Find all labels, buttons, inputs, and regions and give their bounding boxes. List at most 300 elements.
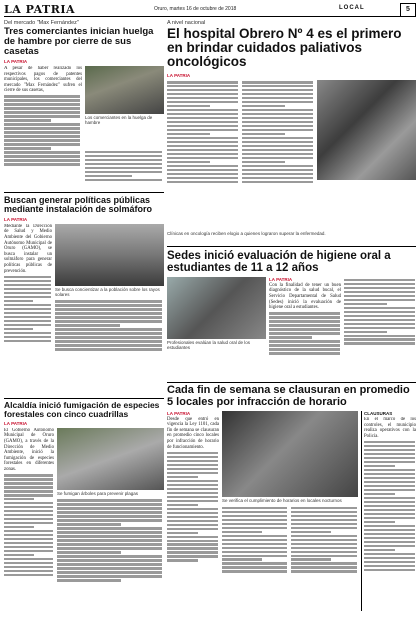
- text-line: [167, 512, 218, 514]
- text-line: [4, 280, 51, 282]
- text-line: [364, 501, 415, 503]
- text-line: [4, 550, 53, 552]
- text-line: [364, 505, 415, 507]
- article-huelga: [4, 20, 164, 190]
- text-line: [269, 316, 340, 318]
- text-line: [55, 344, 162, 346]
- text-line: [242, 149, 313, 151]
- text-line: [4, 474, 53, 476]
- text-line: [242, 85, 313, 87]
- text-line: [167, 177, 238, 179]
- text-line: [344, 323, 415, 325]
- text-line: [269, 344, 340, 346]
- article-body-continued: [57, 498, 164, 616]
- text-line: [4, 95, 80, 97]
- text-line: [4, 332, 51, 334]
- text-line: [4, 139, 80, 141]
- text-line: [167, 141, 238, 143]
- text-line: [4, 99, 80, 101]
- text-line: [167, 488, 218, 490]
- article-body-continued: [55, 299, 164, 377]
- text-line: [291, 547, 357, 549]
- article-body: El Gobierno Autónomo Municipal de Oruro (GAMO), a través de la Dirección de Medio Ambiente, inició la fumigación de especies forestales en diferentes zonas.: [4, 428, 54, 623]
- text-line: [242, 109, 313, 111]
- text-line: [291, 507, 357, 509]
- text-line: [4, 304, 51, 306]
- text-line: [85, 167, 162, 169]
- text-line: [291, 527, 357, 529]
- text-line: [364, 461, 415, 463]
- text-line: [167, 93, 238, 95]
- text-line: [222, 527, 287, 529]
- text-line: [167, 492, 218, 494]
- article-fumigacion: [4, 401, 164, 626]
- text-line: [242, 173, 313, 175]
- text-line: [291, 515, 357, 517]
- text-line: [364, 553, 415, 555]
- text-line: [4, 554, 34, 556]
- text-line: [55, 320, 162, 322]
- section-name: LOCAL: [339, 5, 365, 11]
- text-line: [364, 545, 415, 547]
- text-line: [4, 292, 51, 294]
- page-number: 5: [400, 3, 416, 17]
- text-line: [344, 295, 415, 297]
- text-line: [291, 566, 357, 568]
- text-line: [4, 530, 53, 532]
- text-line: [222, 562, 287, 564]
- text-line: [242, 81, 313, 83]
- text-line: [364, 485, 415, 487]
- text-line: [167, 145, 238, 147]
- text-line: [4, 123, 80, 125]
- text-line: [4, 276, 51, 278]
- text-line: [4, 336, 51, 338]
- edition-date: Oruro, martes 16 de octubre de 2018: [154, 6, 237, 12]
- photo-caption: Se fumigan árboles para prevenir plagas: [57, 490, 139, 496]
- text-line: [364, 569, 415, 571]
- text-line: [364, 517, 415, 519]
- text-line: [57, 567, 162, 569]
- text-line: [269, 320, 340, 322]
- text-line: [242, 153, 313, 155]
- text-line: [85, 179, 162, 181]
- text-line: [364, 521, 395, 523]
- text-line: [242, 105, 285, 107]
- text-line: [4, 558, 53, 560]
- article-headline: Sedes inició evaluación de higiene oral a estudiantes de 11 a 12 años: [167, 250, 391, 275]
- text-line: [242, 141, 313, 143]
- text-line: [55, 340, 162, 342]
- text-line: [57, 523, 121, 525]
- text-line: [4, 328, 33, 330]
- text-line: [167, 169, 238, 171]
- photo-caption: Los comerciantes en la huelga de hambre: [85, 114, 153, 125]
- text-line: [167, 129, 238, 131]
- text-line: [269, 312, 340, 314]
- article-body-col2: [222, 505, 288, 605]
- text-line: [167, 137, 238, 139]
- text-line: [222, 511, 287, 513]
- sidebar-body: En el marco de los controles, el municipio realiza operativos con la Policía.: [364, 417, 416, 607]
- text-line: [57, 519, 162, 521]
- article-kicker: A nivel nacional: [167, 20, 206, 26]
- text-line: [167, 456, 218, 458]
- article-headline: Tres comerciantes inician huelga de hambre por cierre de sus casetas: [4, 26, 154, 57]
- text-line: [167, 153, 238, 155]
- text-line: [364, 449, 415, 451]
- text-line: [291, 531, 331, 533]
- text-line: [57, 543, 162, 545]
- text-line: [57, 507, 162, 509]
- text-line: [242, 129, 313, 131]
- article-photo: [55, 224, 164, 286]
- text-line: [167, 500, 218, 502]
- text-line: [242, 161, 285, 163]
- text-line: [269, 340, 340, 342]
- text-line: [57, 547, 162, 549]
- text-line: [222, 566, 287, 568]
- text-line: [167, 547, 218, 549]
- text-line: [242, 145, 313, 147]
- text-line: [167, 89, 238, 91]
- text-line: [364, 477, 415, 479]
- text-line: [291, 562, 357, 564]
- text-line: [4, 340, 51, 342]
- text-line: [167, 101, 238, 103]
- text-line: [364, 473, 415, 475]
- article-clausuras: [167, 385, 416, 626]
- text-line: [364, 457, 415, 459]
- photo-caption: Se busca concientizar a la población sobre los rayos solares: [55, 286, 160, 297]
- text-line: [291, 570, 357, 572]
- text-line: [55, 316, 162, 318]
- text-line: [242, 121, 313, 123]
- article-photo: [57, 428, 164, 490]
- text-line: [242, 113, 313, 115]
- sidebar-title: CLAUSURAS: [364, 411, 393, 417]
- text-line: [4, 482, 53, 484]
- text-line: [57, 499, 162, 501]
- text-line: [222, 531, 262, 533]
- text-line: [167, 105, 210, 107]
- text-line: [85, 151, 162, 153]
- text-line: [57, 535, 162, 537]
- text-line: [57, 579, 121, 581]
- article-headline: El hospital Obrero Nº 4 es el primero en brindar cuidados paliativos oncológicos: [167, 26, 402, 70]
- text-line: [242, 101, 313, 103]
- text-line: [167, 149, 238, 151]
- text-line: [364, 465, 395, 467]
- text-line: [222, 551, 287, 553]
- text-line: [57, 531, 162, 533]
- text-line: [364, 453, 415, 455]
- text-line: [4, 534, 53, 536]
- text-line: [364, 533, 415, 535]
- text-line: [364, 529, 415, 531]
- text-line: [344, 283, 415, 285]
- text-line: [4, 159, 80, 161]
- text-line: [167, 540, 218, 542]
- text-line: [167, 559, 198, 561]
- text-line: [4, 478, 53, 480]
- text-line: [4, 296, 51, 298]
- text-line: [4, 103, 80, 105]
- text-line: [222, 523, 287, 525]
- text-line: [167, 508, 218, 510]
- text-line: [4, 135, 80, 137]
- text-line: [344, 291, 415, 293]
- text-line: [364, 549, 395, 551]
- text-line: [269, 336, 312, 338]
- text-line: [55, 332, 162, 334]
- text-line: [344, 311, 415, 313]
- article-headline: Buscan generar políticas públicas mediante instalación de solmáforo: [4, 195, 153, 215]
- article-headline: Alcaldía inició fumigación de especies forestales con cinco cuadrillas: [4, 400, 160, 419]
- text-line: [167, 81, 238, 83]
- text-line: [167, 536, 218, 538]
- text-line: [57, 563, 162, 565]
- text-line: [167, 480, 218, 482]
- text-line: [167, 555, 218, 557]
- text-line: [269, 352, 340, 354]
- text-line: [242, 89, 313, 91]
- text-line: [364, 489, 415, 491]
- text-line: [55, 308, 162, 310]
- text-line: [85, 159, 162, 161]
- text-line: [222, 507, 287, 509]
- text-line: [242, 133, 285, 135]
- text-line: [222, 539, 287, 541]
- article-kicker: Del mercado "Max Fernández": [4, 20, 79, 26]
- text-line: [222, 547, 287, 549]
- text-line: [364, 561, 415, 563]
- text-line: [344, 342, 415, 344]
- article-body-col3: [291, 505, 358, 605]
- divider: [4, 192, 164, 193]
- text-line: [364, 497, 415, 499]
- text-line: [344, 315, 415, 317]
- article-source: LA PATRIA: [167, 411, 191, 417]
- text-line: [222, 558, 262, 560]
- text-line: [167, 520, 218, 522]
- text-line: [364, 469, 415, 471]
- text-line: [4, 518, 53, 520]
- text-line: [269, 324, 340, 326]
- text-line: [167, 125, 238, 127]
- divider: [4, 398, 164, 399]
- text-line: [344, 279, 415, 281]
- text-line: [55, 312, 162, 314]
- text-line: [222, 519, 287, 521]
- text-line: [167, 551, 218, 553]
- text-line: [364, 565, 415, 567]
- text-line: [344, 299, 415, 301]
- text-line: [167, 532, 198, 534]
- divider: [167, 382, 416, 383]
- text-line: [4, 147, 51, 149]
- article-photo: [167, 277, 266, 339]
- text-line: [4, 502, 53, 504]
- article-body: A pesar de haber realizado los respectivos pagos de patentes municipales, los comerciantes del mercado "Max Fernández" sufren el cierre de sus casetas,: [4, 66, 82, 194]
- article-photo: [85, 66, 164, 114]
- text-line: [57, 571, 162, 573]
- text-line: [344, 327, 415, 329]
- text-line: [167, 121, 238, 123]
- text-line: [57, 551, 121, 553]
- text-line: [222, 535, 287, 537]
- text-line: [4, 288, 51, 290]
- text-line: [242, 97, 313, 99]
- text-line: [242, 165, 313, 167]
- photo-caption: Profesionales evalúan la salud oral de los estudiantes: [167, 340, 251, 351]
- text-line: [167, 528, 218, 530]
- text-line: [55, 324, 120, 326]
- text-line: [4, 131, 80, 133]
- article-body-col2: [242, 80, 314, 230]
- text-line: [269, 348, 340, 350]
- text-line: [167, 476, 198, 478]
- text-line: [85, 175, 132, 177]
- article-source: LA PATRIA: [4, 420, 28, 426]
- text-line: [344, 319, 415, 321]
- text-line: [291, 543, 357, 545]
- text-line: [364, 441, 415, 443]
- photo-caption: Se verifica el cumplimiento de horarios en locales nocturnos: [222, 498, 342, 504]
- text-line: [57, 527, 162, 529]
- article-photo: [317, 80, 416, 180]
- text-line: [291, 558, 331, 560]
- text-line: [167, 161, 210, 163]
- text-line: [4, 538, 53, 540]
- article-source: LA PATRIA: [167, 72, 191, 78]
- text-line: [364, 537, 415, 539]
- text-line: [242, 181, 313, 183]
- newspaper-logo: LA PATRIA: [4, 3, 76, 16]
- text-line: [242, 93, 313, 95]
- text-line: [4, 562, 53, 564]
- text-line: [364, 525, 415, 527]
- article-solmaforo: [4, 196, 164, 396]
- text-line: [222, 570, 287, 572]
- text-line: [291, 555, 357, 557]
- text-line: [167, 85, 238, 87]
- article-headline: Cada fin de semana se clausuran en promedio 5 locales por infracción de horario: [167, 384, 410, 408]
- text-line: [57, 539, 162, 541]
- text-line: [167, 97, 238, 99]
- text-line: [4, 308, 51, 310]
- text-line: [344, 338, 415, 340]
- text-line: [85, 171, 162, 173]
- text-line: [167, 157, 238, 159]
- text-line: [242, 177, 313, 179]
- text-line: [4, 526, 34, 528]
- text-line: [4, 546, 53, 548]
- text-line: [344, 303, 387, 305]
- article-body-continued: [85, 127, 164, 197]
- article-body: LA PATRIA Con la finalidad de tener un buen diagnóstico de la salud bucal, el Servicio Departamental de Salud (Sedes) inició la evaluación de higiene oral a estudiantes.: [269, 277, 341, 373]
- text-line: [4, 316, 51, 318]
- article-body: LA PATRIA Desde que entró en vigencia la Ley 1101, cada fin de semana se clausuran en promedio cinco locales por infracción de horario de funcionamiento.: [167, 411, 219, 611]
- text-line: [55, 336, 162, 338]
- text-line: [167, 113, 238, 115]
- text-line: [4, 119, 51, 121]
- text-line: [242, 157, 313, 159]
- text-line: [242, 169, 313, 171]
- text-line: [269, 328, 340, 330]
- text-line: [291, 511, 357, 513]
- text-line: [55, 300, 162, 302]
- text-line: [4, 127, 80, 129]
- text-line: [167, 468, 218, 470]
- text-line: [4, 143, 80, 145]
- text-line: [291, 551, 357, 553]
- text-line: [57, 503, 162, 505]
- text-line: [4, 163, 80, 165]
- text-line: [222, 555, 287, 557]
- text-line: [364, 541, 415, 543]
- text-line: [4, 490, 53, 492]
- text-line: [4, 510, 53, 512]
- text-line: [167, 504, 198, 506]
- photo-caption: Clínicas en oncología reciben elogio a quienes lograron superar la enfermedad.: [167, 230, 326, 236]
- text-line: [344, 287, 415, 289]
- text-line: [364, 509, 415, 511]
- text-line: [4, 151, 80, 153]
- text-line: [57, 511, 162, 513]
- masthead: [4, 3, 416, 17]
- text-line: [167, 452, 218, 454]
- text-line: [4, 111, 80, 113]
- text-line: [167, 484, 218, 486]
- text-line: [222, 543, 287, 545]
- text-line: [4, 570, 53, 572]
- text-line: [167, 173, 238, 175]
- article-photo: [222, 411, 358, 497]
- divider: [167, 246, 416, 247]
- text-line: [291, 523, 357, 525]
- text-line: [4, 566, 53, 568]
- text-line: [4, 324, 51, 326]
- article-body: [167, 80, 239, 230]
- article-body: Mediante la Dirección de Salud y Medio Ambiente del Gobierno Autónomo Municipal de Oruro (GAMO), se busca instalar un solmáforo para generar políticas públicas de prevención.: [4, 224, 52, 374]
- text-line: [4, 498, 34, 500]
- text-line: [344, 331, 387, 333]
- article-source: LA PATRIA: [4, 58, 28, 64]
- text-line: [167, 109, 238, 111]
- text-line: [57, 575, 162, 577]
- text-line: [4, 115, 80, 117]
- text-line: [167, 472, 218, 474]
- text-line: [291, 535, 357, 537]
- text-line: [57, 559, 162, 561]
- text-line: [4, 514, 53, 516]
- text-line: [269, 332, 340, 334]
- text-line: [4, 320, 51, 322]
- text-line: [167, 165, 238, 167]
- text-line: [167, 543, 218, 545]
- text-line: [364, 481, 415, 483]
- text-line: [291, 539, 357, 541]
- text-line: [364, 493, 395, 495]
- text-line: [4, 574, 53, 576]
- article-hospital: [167, 20, 416, 245]
- text-line: [167, 524, 218, 526]
- text-line: [4, 155, 80, 157]
- text-line: [167, 516, 218, 518]
- article-source: LA PATRIA: [4, 216, 28, 222]
- text-line: [167, 464, 218, 466]
